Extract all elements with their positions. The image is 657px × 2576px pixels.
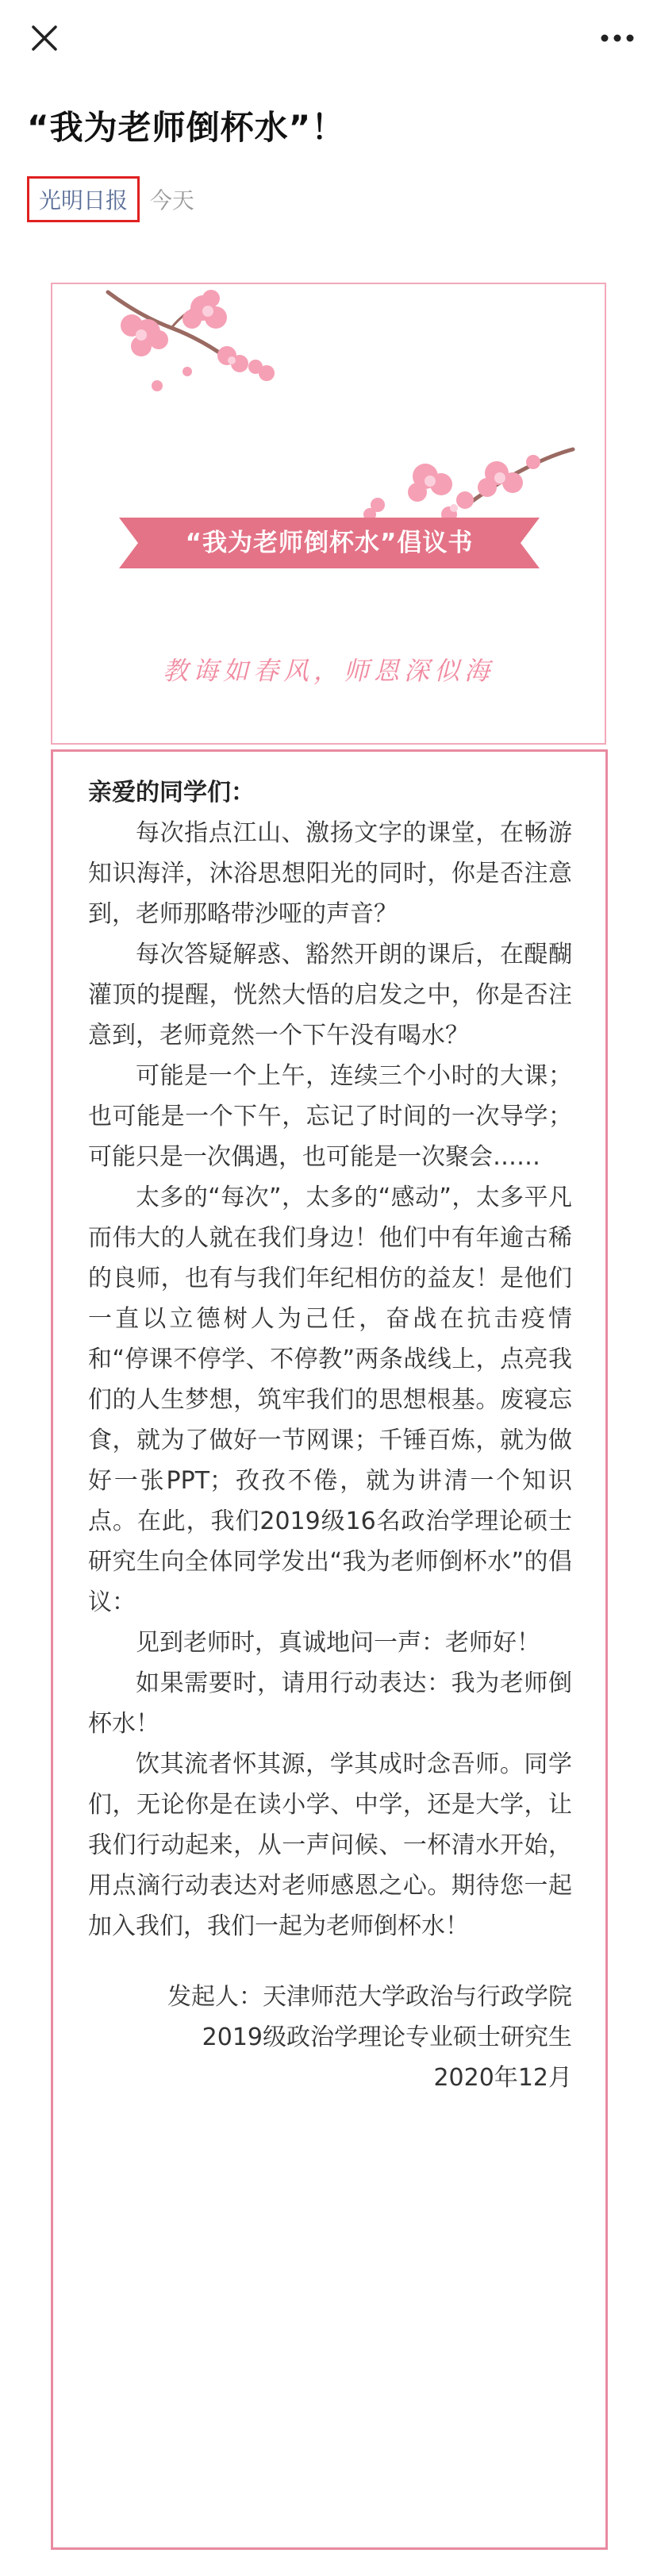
signature-date: 2020年12月 xyxy=(433,2064,572,2092)
letter-paragraph: 每次答疑解惑、豁然开朗的课后，在醍醐灌顶的提醒，恍然大悟的启发之中，你是否注意到，老师竟然一个下午没有喝水？ xyxy=(88,941,572,1049)
article-title: “我为老师倒杯水”！ xyxy=(27,108,346,147)
article-meta xyxy=(27,176,194,214)
publish-date: 今天 xyxy=(149,187,194,214)
letter-paragraph: 每次指点江山、激扬文字的课堂，在畅游知识海洋，沐浴思想阳光的同时，你是否注意到，老师那略带沙哑的声音？ xyxy=(88,819,572,928)
proposal-card xyxy=(51,283,606,2553)
top-bar xyxy=(0,0,657,79)
letter-paragraph: 如果需要时，请用行动表达：我为老师倒杯水！ xyxy=(88,1669,572,1738)
close-icon[interactable] xyxy=(27,21,62,56)
signature-initiator: 发起人：天津师范大学政治与行政学院 xyxy=(167,1983,572,2011)
letter-box xyxy=(51,749,608,2550)
more-dots-icon[interactable] xyxy=(598,24,636,52)
letter-paragraph: 太多的“每次”，太多的“感动”，太多平凡而伟大的人就在我们身边！他们中有年逾古稀的良师，也有与我们年纪相仿的益友！是他们一直以立德树人为己任，奋战在抗击疫情和“停课不停学、不停教”两条战线上，点亮我们的人生梦想，筑牢我们的思想根基。废寝忘食，就为了做好一节网课；千锤百炼，就为做好一张PPT；孜孜不倦，就为讲清一个知识点。在此，我们2019级16名政治学理论硕士研究生向全体同学发出“我为老师倒杯水”的倡议： xyxy=(88,1184,572,1616)
motto-text: 教诲如春风，师恩深似海 xyxy=(162,656,494,686)
letter-content xyxy=(88,772,572,2098)
letter-paragraph: 饮其流者怀其源，学其成时念吾师。同学们，无论你是在读小学、中学，还是大学，让我们行动起来，从一声问候、一杯清水开始，用点滴行动表达对老师感恩之心。期待您一起加入我们，我们一起为老师倒杯水！ xyxy=(88,1750,572,1940)
letter-paragraph: 见到老师时，真诚地问一声：老师好！ xyxy=(136,1629,540,1657)
letter-greeting: 亲爱的同学们： xyxy=(88,779,255,807)
signature-group: 2019级政治学理论专业硕士研究生 xyxy=(202,2023,572,2051)
banner-box xyxy=(51,283,606,745)
proposal-heading: “我为老师倒杯水”倡议书 xyxy=(185,529,474,557)
source-link[interactable]: 光明日报 xyxy=(27,176,140,222)
letter-paragraph: 可能是一个上午，连续三个小时的大课；也可能是一个下午，忘记了时间的一次导学；可能只是一次偶遇，也可能是一次聚会…… xyxy=(88,1062,572,1171)
letter-signature xyxy=(88,1977,572,2098)
